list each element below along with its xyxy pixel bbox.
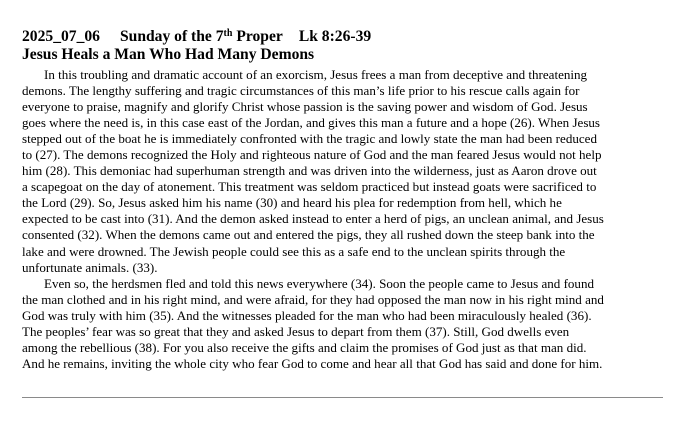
text-line: And he remains, inviting the whole city who fear God to come and hear all that God has said and done for him. [22,355,603,371]
text-line: the Lord (29). So, Jesus asked him his name (30) and heard his plea for redemption from hell, which he [22,195,562,211]
text-line: stepped out of the boat he is immediately confronted with the tragic and lowly state the man had been reduced [22,131,597,147]
text-line: a scapegoat on the day of atonement. This treatment was seldom practiced but instead goats were sacrificed to [22,179,597,195]
text-line: consented (32). When the demons came out and entered the pigs, they all rushed down the steep bank into the [22,227,595,243]
text-line: In this troubling and dramatic account of an exorcism, Jesus frees a man from deceptive and threatening [44,67,588,82]
text-line: everyone to praise, magnify and glorify Christ whose passion is the saving power and wisdom of God. Jesus [22,99,588,115]
text-line: him (28). This demoniac had superhuman strength and was driven into the wilderness, just as Aaron drove out [22,163,597,179]
document-body [22,67,667,372]
document-subtitle: Jesus Heals a Man Who Had Many Demons [22,46,315,63]
text-line: to (27). The demons recognized the Holy and righteous nature of God and the man feared Jesus would not help [22,147,602,163]
text-line: demons. The lengthy suffering and tragic circumstances of this man’s life prior to his rescue calls again for [22,83,580,99]
text-line: The peoples’ fear was so great that they and asked Jesus to depart from them (37). Still, God dwells even [22,323,570,339]
text-line: among the rebellious (38). For you also receive the gifts and claim the promises of God just as that man did. [22,339,587,355]
title-date: 2025_07_06 [22,28,100,45]
document-title [22,28,667,46]
paragraph-2 [22,276,667,372]
paragraph-1 [22,67,667,276]
title-day-superscript: th [223,28,233,39]
document-page [22,28,667,372]
text-line: the man clothed and in his right mind, and were afraid, for they had opposed the man now in his right mind and [22,291,604,307]
text-line: goes where the need is, in this case east of the Jordan, and gives this man a future and a hope (26). When Jesus [22,115,601,131]
text-line: unfortunate animals. (33). [22,259,158,275]
title-reference: Lk 8:26-39 [298,28,372,45]
title-day: Sunday of the 7th Proper [119,28,283,45]
text-line: lake and were drowned. The Jewish people could see this as a safe end to the unclean spirits through the [22,243,566,259]
text-line: expected to be cast into (31). And the demon asked instead to enter a herd of pigs, an unclean animal, and Jesus [22,211,604,227]
bottom-divider [22,397,663,398]
text-line: Even so, the herdsmen fled and told this news everywhere (34). Soon the people came to Jesus and found [44,275,595,291]
text-line: God was truly with him (35). And the witnesses pleaded for the man who had been miraculously healed (36). [22,307,592,323]
